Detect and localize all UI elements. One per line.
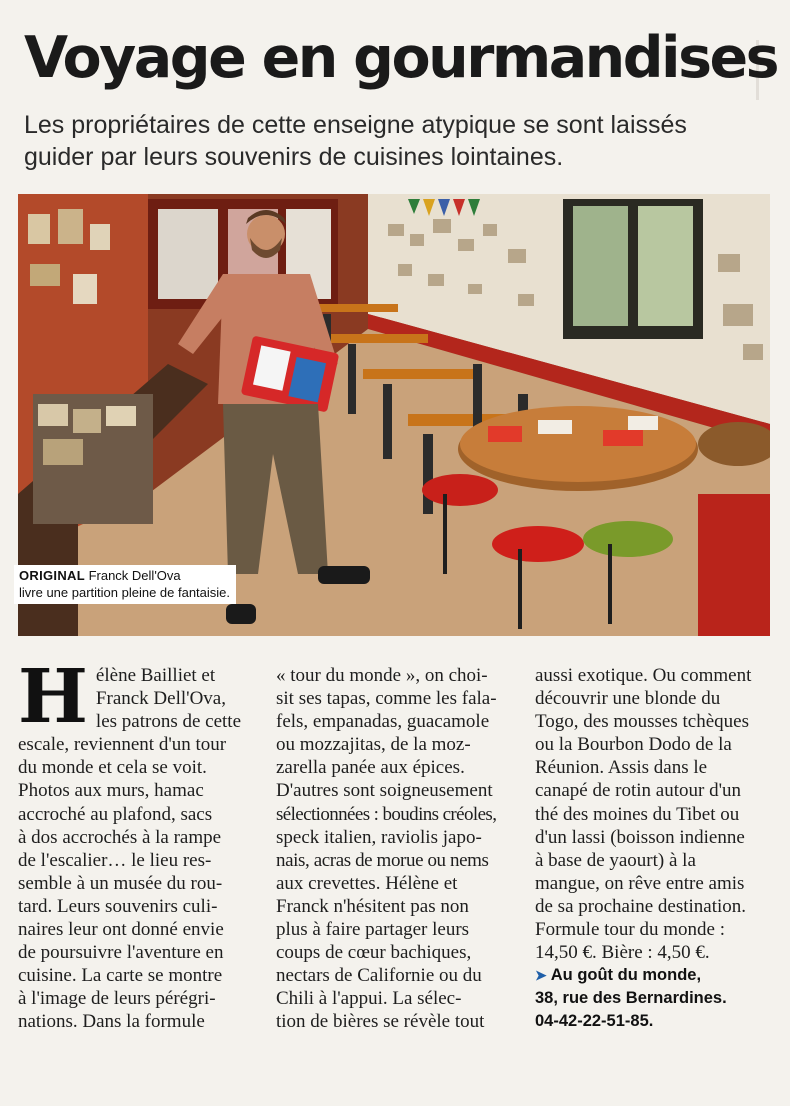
body-line: accroché au plafond, sacs <box>18 803 213 825</box>
body-line: à base de yaourt) à la <box>535 849 696 871</box>
body-line: nectars de Californie ou du <box>276 965 482 987</box>
body-line: naires leur ont donné envie <box>18 919 224 941</box>
body-line: Franck n'hésitent pas non <box>276 895 469 917</box>
body-line: thé des moines du Tibet ou <box>535 803 740 825</box>
body-line: d'un lassi (boisson indienne <box>535 826 745 848</box>
drop-cap: H <box>18 654 88 740</box>
body-line: aussi exotique. Ou comment <box>535 665 752 686</box>
body-line: sit ses tapas, comme les fala- <box>276 688 497 710</box>
body-line: « tour du monde », on choi- <box>276 665 488 686</box>
restaurant-address: 38, rue des Bernardines. <box>535 989 727 1008</box>
article-column-1 <box>18 654 250 1034</box>
body-line: nations. Dans la formule <box>18 1011 205 1033</box>
body-line: mangue, on rêve entre amis <box>535 872 745 894</box>
article-title: Voyage en gourmandises <box>24 25 778 91</box>
body-line: de poursuivre l'aventure en <box>18 942 224 964</box>
article-column-2 <box>276 664 512 1034</box>
body-line: aux crevettes. Hélène et <box>276 872 458 894</box>
body-line: plus à faire partager leurs <box>276 919 470 941</box>
body-line: sélectionnées : boudins créoles, <box>276 803 497 825</box>
article-column-3 <box>535 664 768 1033</box>
body-line: escale, reviennent d'un tour <box>18 734 227 756</box>
body-line: les patrons de cette <box>95 711 242 733</box>
arrow-icon: ➤ <box>535 967 547 984</box>
body-line: Formule tour du monde : <box>535 919 725 941</box>
body-line: Franck Dell'Ova, <box>95 688 226 710</box>
body-line: du monde et cela se voit. <box>18 757 207 779</box>
photo-caption <box>14 565 236 604</box>
body-line: coups de cœur bachiques, <box>276 942 472 964</box>
body-line: à dos accrochés à la rampe <box>18 826 222 848</box>
body-line: speck italien, raviolis japo- <box>276 826 482 848</box>
body-line: 14,50 €. Bière : 4,50 €. <box>535 942 710 964</box>
article-subtitle <box>24 109 724 173</box>
body-line: Photos aux murs, hamac <box>18 780 204 802</box>
body-line: Togo, des mousses tchèques <box>535 711 749 733</box>
caption-line: livre une partition pleine de fantaisie. <box>19 585 231 600</box>
body-line: découvrir une blonde du <box>535 688 721 710</box>
body-line: ou mozzajitas, de la moz- <box>276 734 471 756</box>
body-line: à l'image de leurs pérégri- <box>18 988 216 1010</box>
body-line: zarella panée aux épices. <box>276 757 465 779</box>
body-line: de l'escalier… le lieu res- <box>18 849 212 871</box>
body-line: Chili à l'appui. La sélec- <box>276 988 462 1010</box>
restaurant-info <box>535 964 768 1033</box>
restaurant-name: Au goût du monde, <box>550 966 702 985</box>
caption-label: ORIGINAL <box>19 568 85 583</box>
subtitle-line: guider par leurs souvenirs de cuisines lointaines. <box>24 143 564 171</box>
body-line: canapé de rotin autour d'un <box>535 780 742 802</box>
subtitle-line: Les propriétaires de cette enseigne atypique se sont laissés <box>24 111 687 139</box>
body-line: ou la Bourbon Dodo de la <box>535 734 732 756</box>
body-line: de sa prochaine destination. <box>535 895 747 917</box>
body-line: cuisine. La carte se montre <box>18 965 223 987</box>
body-line: nais, acras de morue ou nems <box>276 849 489 871</box>
body-line: semble à un musée du rou- <box>18 872 223 894</box>
restaurant-phone: 04-42-22-51-85. <box>535 1012 654 1031</box>
caption-line: Franck Dell'Ova <box>88 568 181 583</box>
body-line: élène Bailliet et <box>95 665 216 686</box>
body-line: Réunion. Assis dans le <box>535 757 708 779</box>
body-line: tion de bières se révèle tout <box>276 1011 485 1033</box>
body-line: fels, empanadas, guacamole <box>276 711 490 733</box>
body-line: D'autres sont soigneusement <box>276 780 493 802</box>
body-line: tard. Leurs souvenirs culi- <box>18 895 218 917</box>
